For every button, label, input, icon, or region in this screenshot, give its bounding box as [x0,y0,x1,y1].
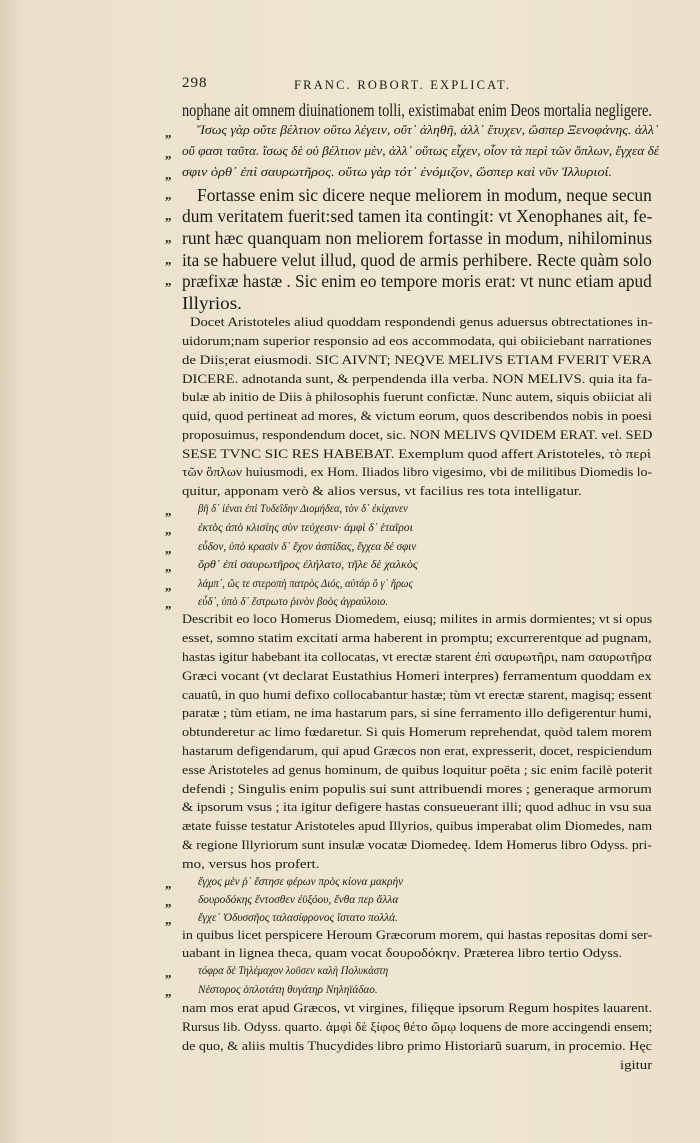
text-line: βῆ δ᾽ ἰέναι ἐπὶ Τυδεΐδην Διομήδεα, τὸν δ᾽ ἐκίχανεν [198,501,408,515]
marginal-quote-mark: „ [165,167,172,182]
text-line: Fortasse enim sic dicere neque meliorem in modum, neque secun [197,185,652,205]
text-line: εὗδον, ὑπὸ κρασὶν δ᾽ ἔχον ἀσπίδας, ἔγχεα δέ σφιν [198,539,417,553]
text-line: οὔ φασι ταῦτα. ἴσως δὲ οὐ βέλτιον μὲν, ἀλλ᾽ οὕτως εἶχεν, οἷον τὰ περὶ τῶν ὅπλων, ἔγχεα δέ [182,144,660,158]
marginal-quote-mark: „ [165,578,172,593]
marginal-quote-mark: „ [165,596,172,611]
marginal-quote-mark: „ [165,965,172,980]
text-line: esset, somno statim excitati arma haberent in promptu; excurrerentque ad pugnam, [182,630,652,645]
text-line: in quibus licet perspicere Heroum Græcorum morem, qui hastas repositas domi ser- [182,927,653,942]
text-line: runt hæc quanquam non meliorem fortasse in modum, nihilominus [182,228,653,248]
marginal-quote-mark: „ [165,522,172,537]
marginal-quote-mark: „ [165,912,172,927]
text-line: nophane ait omnem diuinationem tolli, existimabat enim Deos mortalia negligere. [182,100,652,120]
text-line: Docet Aristoteles aliud quoddam respondendi genus aduersus obtrectationes in- [190,314,653,329]
text-line: δουροδόκης ἔντοσθεν ἐϋξόου, ἔνθα περ ἄλλα [198,892,399,906]
text-line: ἔγχε᾽ Ὀδυσσῆος ταλασίφρονος ἵστατο πολλά. [198,910,398,924]
text-line: Νέστορος ὁπλοτάτη θυγάτηρ Νηληϊάδαο. [198,982,378,996]
text-line: & regione Illyriorum sunt insulæ vocatæ Diomedeę. Idem Homerus libro Odyss. pri- [182,837,652,852]
text-line: obtunderetur ac limo fœdaretur. Si quis Homerum reprehendat, quòd talem morem [182,724,652,739]
text-line: σφιν ὀρθ᾽ ἐπὶ σαυρωτῆρος. οὕτω γὰρ τότ᾽ ἐνόμιζον, ὥσπερ καὶ νῦν Ἰλλυριοί. [182,165,613,179]
marginal-quote-mark: „ [165,541,172,556]
text-line: igitur [620,1057,653,1072]
marginal-quote-mark: „ [165,273,172,288]
text-line: τῶν ὅπλων huiusmodi, ex Hom. Iliados libro vigesimo, vbi de militibus Diomedis lo- [182,464,653,479]
text-line: Describit eo loco Homerus Diomedem, eiusq; milites in armis dormientes; vt si opus [182,611,653,626]
text-line: & ipsorum vsus ; ita igitur defigere hastas consueuerant illi; quod adhuc in vsu sua [182,799,652,814]
running-title: FRANC. ROBORT. EXPLICAT. [294,78,512,92]
text-line: proposuimus, respondendum docet, sic. NON MELIVS QVIDEM ERAT. vel. SED [182,427,653,442]
text-line: paratæ ; tùm etiam, ne ima hastarum pars, si sine ferramento illo defigerentur humi, [182,705,652,720]
marginal-quote-mark: „ [165,984,172,999]
text-line: præfixæ hastæ . Sic enim eo tempore moris erat: vt nunc etiam apud [182,271,652,291]
text-line: Ἴσως γὰρ οὔτε βέλτιον οὕτω λέγειν, οὔτ᾽ ἀληθῆ, ἀλλ᾽ ἔτυχεν, ὥσπερ Ξενοφάνης. ἀλλ᾽ [197,123,659,137]
text-line: ἐκτὸς ἀπὸ κλισίης σὺν τεύχεσιν· ἀμφὶ δ᾽ ἑταῖροι [198,520,413,534]
marginal-quote-mark: „ [165,503,172,518]
marginal-quote-mark: „ [165,894,172,909]
text-line: dum veritatem fuerit:sed tamen ita contingit: vt Xenophanes ait, fe- [182,206,653,226]
text-line: de Diis;erat eiusmodi. SIC AIVNT; NEQVE MELIVS ETIAM FVERIT VERA [182,352,653,367]
text-line: quitur, apponam verò & alios versus, vt facilius res tota intelligatur. [182,483,582,498]
text-line: Illyrios. [182,293,242,313]
text-line: Græci vocant (vt declarat Eustathius Homeri interpres) ferramentum quoddam ex [182,668,652,683]
text-line: τόφρα δὲ Τηλέμαχον λοῦσεν καλὴ Πολυκάστη [198,963,389,977]
text-line: εὗδ᾽, ὑπὸ δ᾽ ἔστρωτο ῥινὸν βοὸς ἀγραύλοιο. [198,594,389,608]
text-line: ita se habuere velut illud, quod de armis perhibere. Recte quàm solo [182,250,652,270]
marginal-quote-mark: „ [165,559,172,574]
text-line: de quo, & aliis multis Thucydides libro primo Historiarũ suarum, in procemio. Hęc [182,1038,652,1053]
text-line: uabant in lignea theca, quam vocat δουροδόκην. Præterea libro tertio Odyss. [182,945,623,960]
text-line: ὄρθ᾽ ἐπὶ σαυρωτῆρος ἐλήλατο, τῆλε δὲ χαλκὸς [198,557,418,571]
text-line: esse Aristoteles ad genus hominum, de quibus loquitur poëta ; sic enim facilè poterit [182,762,653,777]
text-line: quid, quod pertineat ad mores, & victum eorum, quos describendos nobis in poesi [182,408,652,423]
marginal-quote-mark: „ [165,146,172,161]
text-line: Rursus lib. Odyss. quarto. ἀμφὶ δὲ ξίφος θέτο ὤμῳ loquens de more accingendi ensem; [182,1019,653,1034]
marginal-quote-mark: „ [165,125,172,140]
marginal-quote-mark: „ [165,876,172,891]
text-line: bulæ ab initio de Diis à philosophis fuerunt confictæ. Nunc autem, siquis obiiciat ali [182,389,652,404]
text-line: uidorum;nam superior responsio ad eos accommodata, qui obiiciebant narrationes [182,333,652,348]
text-line: hastarum defigendarum, qui apud Græcos non erat, expresserit, docet, respiciendum [182,743,653,758]
text-line: ætate fuisse testatur Aristoteles apud Illyrios, quibus imperabat olim Diomedes, nam [182,818,653,833]
text-line: cauatû, in quo humi defixo collocabantur hastæ; tùm vt erectæ starent, magisq; essent [182,687,652,702]
text-line: hastas igitur habebant ita collocatas, vt erectæ starent ἐπὶ σαυρωτῆρι, nam σαυρωτῆρα [182,649,652,664]
text-line: SESE TVNC SIC RES HABEBAT. Exemplum quod affert Aristoteles, τὸ περὶ [182,446,652,461]
text-line: DICERE. adnotanda sunt, & perpendenda illa verba. NON MELIVS. quia ita fa- [182,371,653,386]
marginal-quote-mark: „ [165,230,172,245]
text-line: nam mos erat apud Græcos, vt virgines, filięque ipsorum Regum hospites lauarent. [182,1000,653,1015]
marginal-quote-mark: „ [165,252,172,267]
text-line: ἔγχος μὲν ῥ᾽ ἔστησε φέρων πρὸς κίονα μακρὴν [198,874,404,888]
text-line: defendi ; Singulis enim populis sui sunt attribuendi mores ; generaque armorum [182,781,652,796]
text-line: mo, versus hos profert. [182,856,320,871]
page-number: 298 [182,75,208,91]
marginal-quote-mark: „ [165,187,172,202]
text-line: λάμπ᾽, ὥς τε στεροπὴ πατρὸς Διός, αὐτὰρ ὅ γ᾽ ἥρως [198,576,413,590]
marginal-quote-mark: „ [165,208,172,223]
